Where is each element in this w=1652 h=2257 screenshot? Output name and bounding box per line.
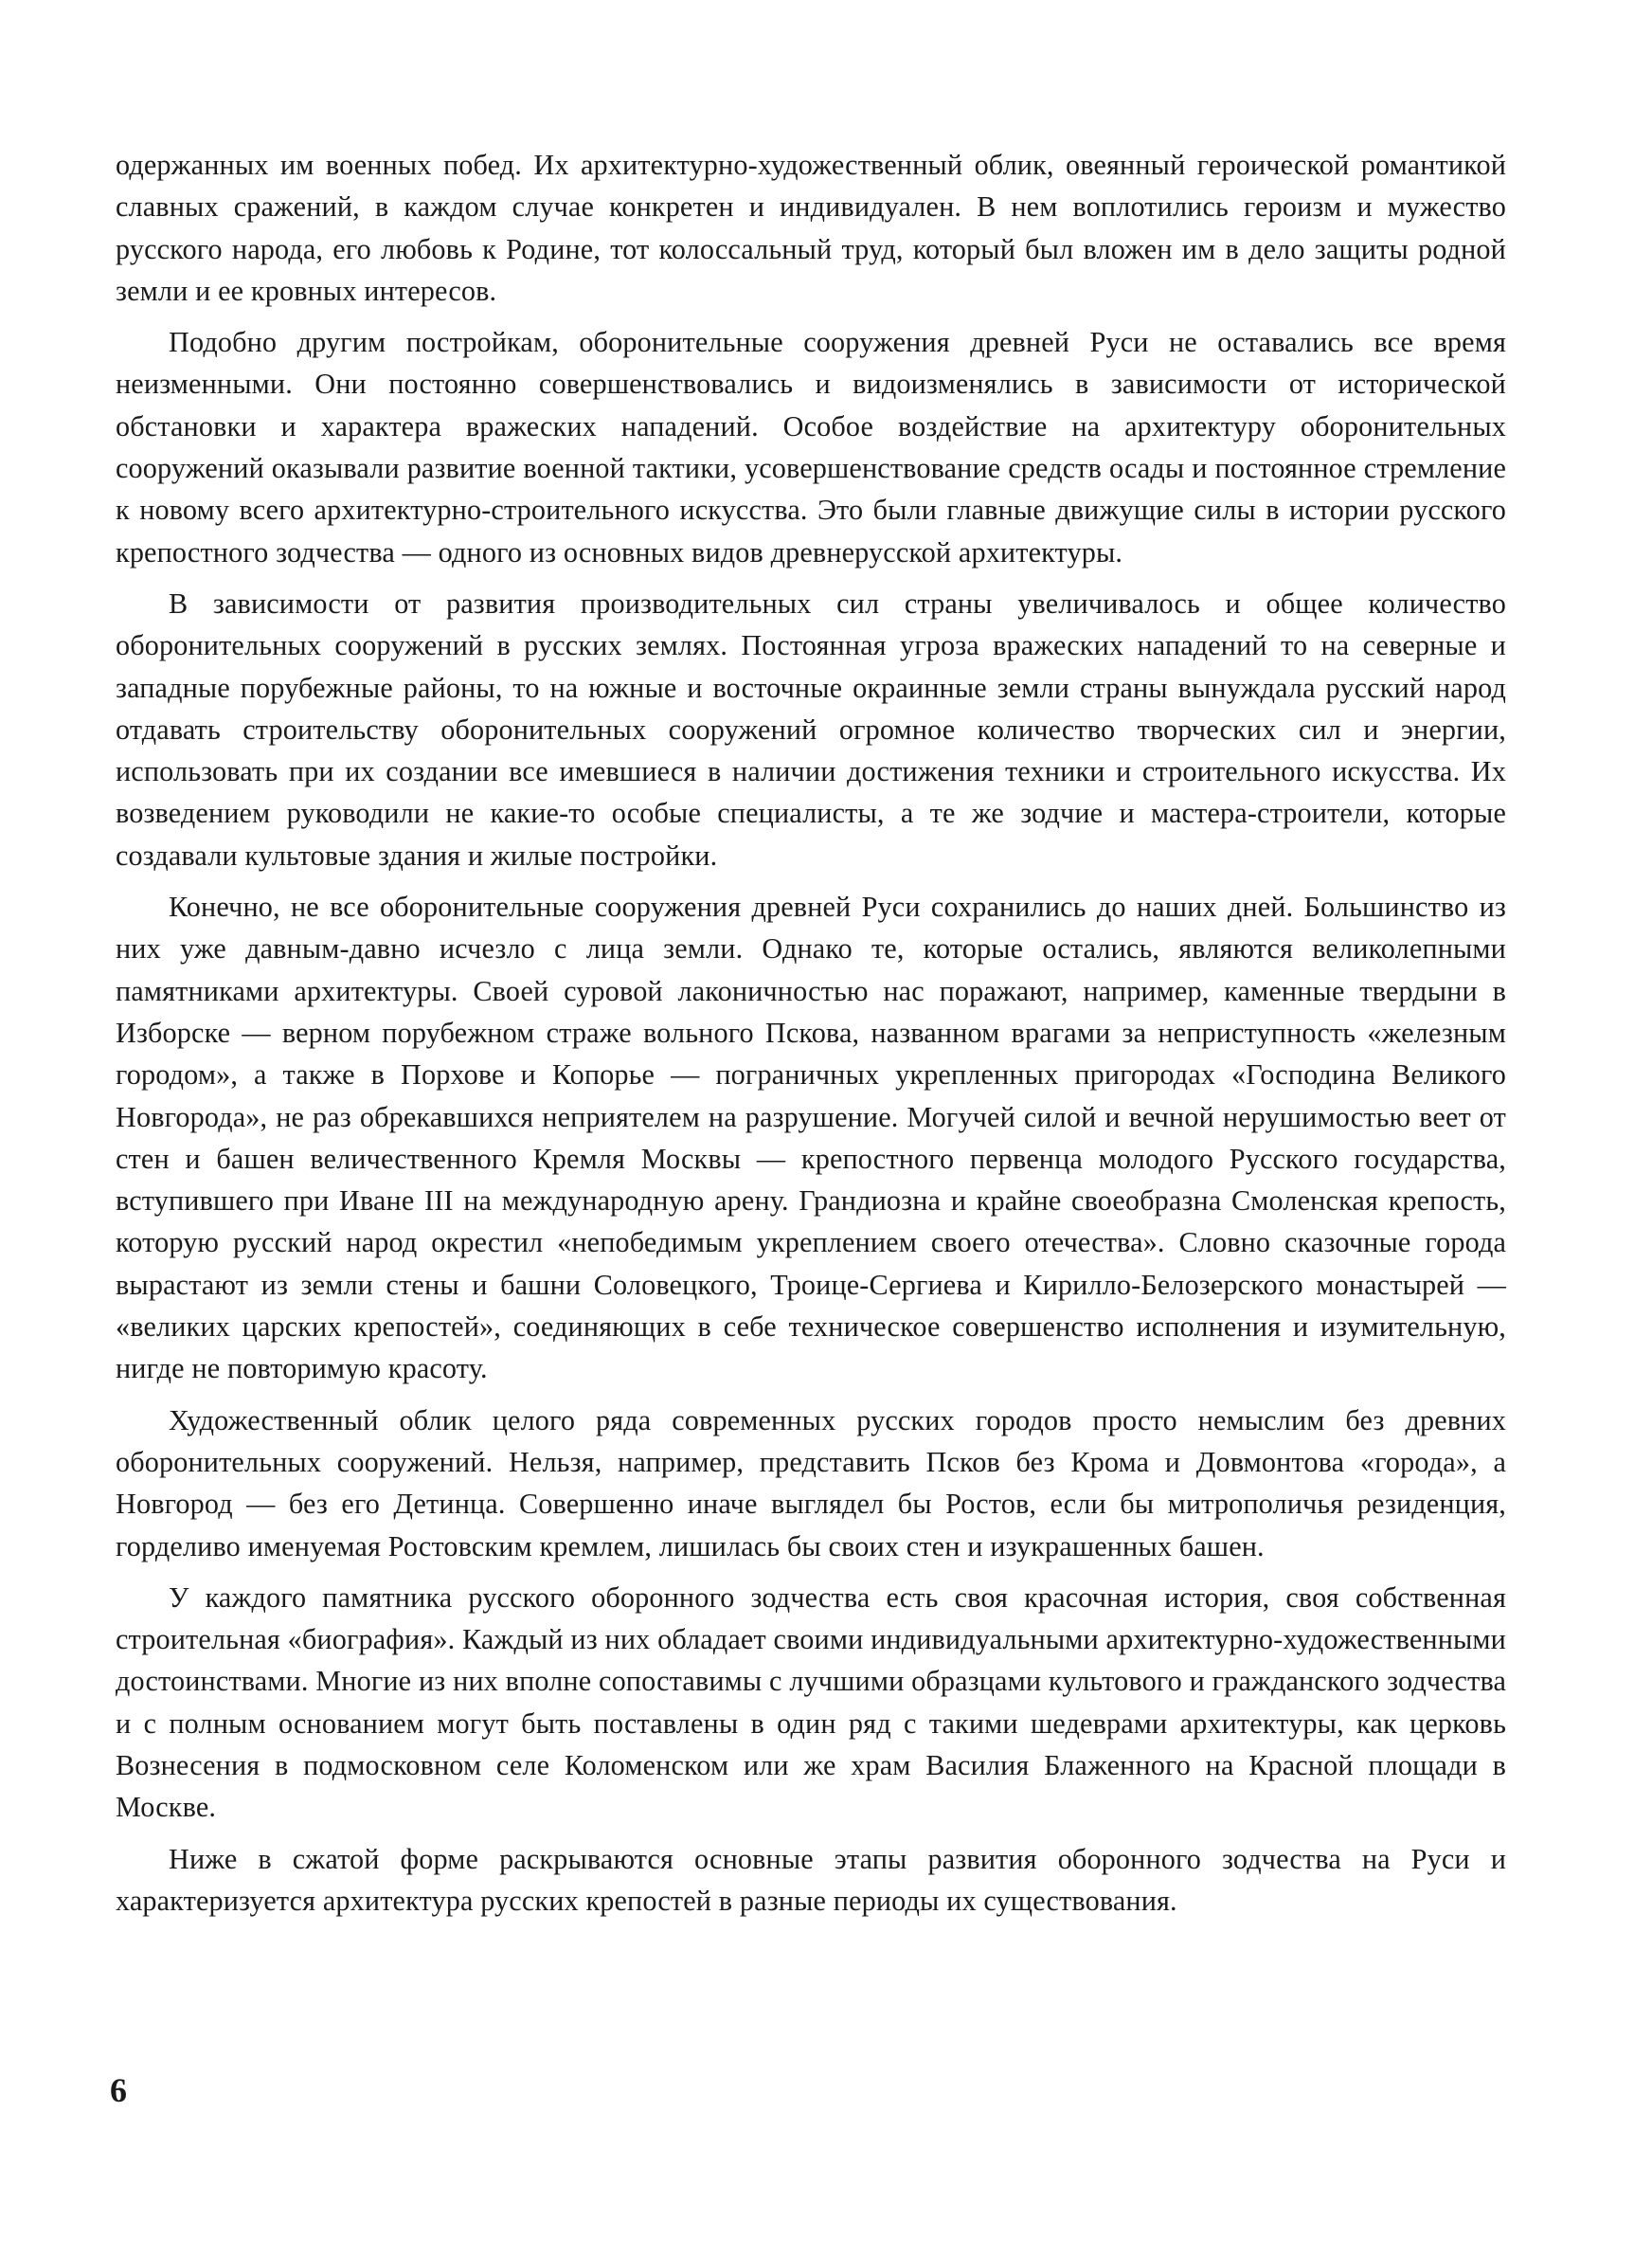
page-number: 6 [110,2071,127,2109]
paragraph-4: Конечно, не все оборонительные сооружения древней Руси сохранились до наших дней. Большинство из них уже давным-давно исчезло с лица земли. Однако те, которые остались, являются великолепными памятниками архитектуры. Своей суровой лаконичностью нас поражают, например, каменные твердыни в Изборске — верном порубежном страже вольного Пскова, названном врагами за неприступность «железным городом», а также в Порхове и Копорье — пограничных укрепленных пригородах «Господина Великого Новгорода», не раз обрекавшихся неприятелем на разрушение. Могучей силой и вечной нерушимостью веет от стен и башен величественного Кремля Москвы — крепостного первенца молодого Русского государства, вступившего при Иване III на международную арену. Грандиозна и крайне своеобразна Смоленская крепость, которую русский народ окрестил «непобедимым укреплением своего отечества». Словно сказочные города вырастают из земли стены и башни Соловецкого, Троице-Сергиева и Кирилло-Белозерского монастырей — «великих царских крепостей», соединяющих в себе техническое совершенство исполнения и изумительную, нигде не повторимую красоту. [116,891,1506,1385]
paragraph-1: одержанных им военных побед. Их архитектурно-художественный облик, овеянный героической романтикой славных сражений, в каждом случае конкретен и индивидуален. В нем воплотились героизм и мужество русского народа, его любовь к Родине, тот колоссальный труд, который был вложен им в дело защиты родной земли и ее кровных интересов. [116,149,1506,307]
paragraph-7: Ниже в сжатой форме раскрываются основные этапы развития оборонного зодчества на Руси и характеризуется архитектура русских крепостей в разные периоды их существования. [116,1842,1506,1917]
paragraph-3: В зависимости от развития производительных сил страны увеличивалось и общее количество оборонительных сооружений в русских землях. Постоянная угроза вражеских нападений то на северные и западные порубежные районы, то на южные и восточные окраинные земли страны вынуждала русский народ отдавать строительству оборонительных сооружений огромное количество творческих сил и энергии, использовать при их создании все имевшиеся в наличии достижения техники и строительного искусства. Их возведением руководили не какие-то особые специалисты, а те же зодчие и мастера-строители, которые создавали культовые здания и жилые постройки. [116,587,1506,872]
paragraph-6: У каждого памятника русского оборонного зодчества есть своя красочная история, своя собственная строительная «биография». Каждый из них обладает своими индивидуальными архитектурно-художественными достоинствами. Многие из них вполне сопоставимы с лучшими образцами культового и гражданского зодчества и с полным основанием могут быть поставлены в один ряд с такими шедеврами архитектуры, как церковь Вознесения в подмосковном селе Коломенском или же храм Василия Блаженного на Красной площади в Москве. [116,1580,1506,1824]
paragraph-5: Художественный облик целого ряда современных русских городов просто немыслим без древних оборонительных сооружений. Нельзя, например, представить Псков без Крома и Довмонтова «города», а Новгород — без его Детинца. Совершенно иначе выглядел бы Ростов, если бы митрополичья резиденция, горделиво именуемая Ростовским кремлем, лишилась бы своих стен и изукрашенных башен. [116,1403,1506,1562]
paragraph-2: Подобно другим постройкам, оборонительные сооружения древней Руси не оставались все время неизменными. Они постоянно совершенствовались и видоизменялись в зависимости от исторической обстановки и характера вражеских нападений. Особое воздействие на архитектуру оборонительных сооружений оказывали развитие военной тактики, усовершенствование средств осады и постоянное стремление к новому всего архитектурно-строительного искусства. Это были главные движущие силы в истории русского крепостного зодчества — одного из основных видов древнерусской архитектуры. [116,326,1506,569]
page-text [116,144,1506,1931]
